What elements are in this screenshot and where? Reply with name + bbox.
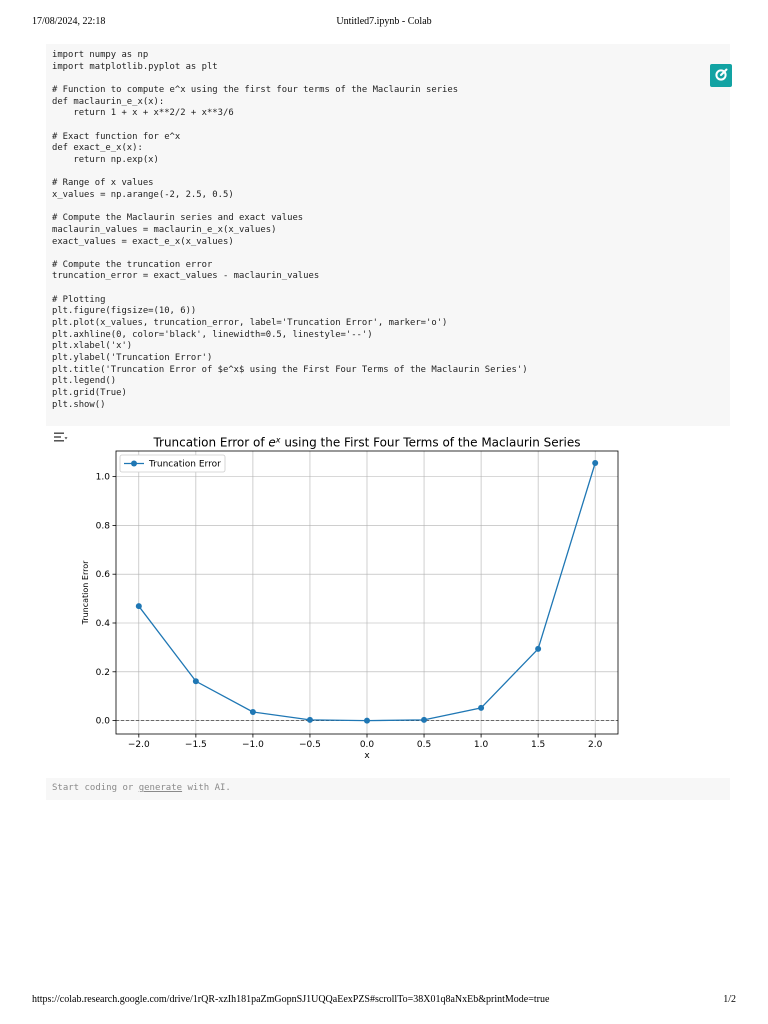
code-line: plt.axhline(0, color='black', linewidth=0.5, linestyle='--') — [52, 329, 373, 340]
y-tick-label: 0.8 — [95, 521, 110, 532]
page-number: 1/2 — [723, 994, 736, 1005]
code-line: return 1 + x + x**2/2 + x**3/6 — [52, 108, 234, 119]
code-line: plt.show() — [52, 399, 106, 410]
data-point — [193, 678, 199, 684]
code-line: # Compute the truncation error — [52, 259, 213, 270]
data-point — [307, 717, 313, 723]
code-line: # Compute the Maclaurin series and exact values — [52, 213, 304, 224]
colab-logo-icon — [714, 68, 728, 82]
chart-output — [76, 432, 636, 764]
code-cell[interactable] — [46, 44, 730, 426]
legend-label: Truncation Error — [149, 459, 221, 470]
code-line: def exact_e_x(x): — [52, 143, 143, 154]
legend — [120, 455, 225, 472]
print-footer — [32, 994, 736, 1008]
code-line: plt.title('Truncation Error of $e^x$ using the First Four Terms of the Maclaurin Series') — [52, 364, 528, 375]
x-tick-label: 2.0 — [588, 740, 603, 750]
code-line: maclaurin_values = maclaurin_e_x(x_values) — [52, 224, 277, 235]
code-line: x_values = np.arange(-2, 2.5, 0.5) — [52, 189, 234, 200]
code-line: # Function to compute e^x using the first four terms of the Maclaurin series — [52, 84, 459, 95]
x-tick-layer — [128, 734, 603, 750]
code-line: # Exact function for e^x — [52, 131, 181, 142]
empty-code-cell[interactable] — [46, 778, 730, 800]
grid-layer — [116, 451, 618, 734]
print-date: 17/08/2024, 22:18 — [32, 16, 106, 27]
code-line: plt.grid(True) — [52, 388, 127, 399]
x-tick-label: 0.0 — [359, 740, 375, 750]
code-editor[interactable] — [52, 50, 528, 411]
output-toggle-icon[interactable] — [53, 430, 68, 448]
code-line: return np.exp(x) — [52, 154, 159, 165]
chart-title: Truncation Error of $e^x$ using the First Four Terms of the Maclaurin Series — [153, 435, 581, 450]
data-point — [421, 717, 427, 723]
colab-badge-icon[interactable] — [710, 64, 732, 87]
data-point — [364, 718, 370, 724]
y-tick-label: 0.2 — [95, 667, 110, 678]
hint-suffix: with AI. — [182, 783, 231, 793]
x-tick-label: 1.5 — [530, 740, 546, 750]
y-axis-label: Truncation Error — [81, 560, 90, 625]
code-line: plt.legend() — [52, 376, 117, 387]
code-line: # Range of x values — [52, 178, 154, 189]
x-axis-label: x — [364, 751, 370, 761]
data-point — [478, 705, 484, 711]
x-tick-label: −1.5 — [184, 740, 207, 750]
code-line: plt.figure(figsize=(10, 6)) — [52, 306, 197, 317]
legend-marker — [131, 461, 137, 467]
y-tick-label: 0.6 — [95, 570, 110, 581]
print-url: https://colab.research.google.com/drive/1rQR-xzIh181paZmGopnSJ1UQQaEexPZS#scrollTo=38X01q8aNxEb&printMode=true — [32, 994, 550, 1005]
code-line: exact_values = exact_e_x(x_values) — [52, 236, 234, 247]
data-point — [535, 646, 541, 652]
x-tick-label: −2.0 — [127, 740, 150, 750]
data-point — [136, 603, 142, 609]
print-header — [32, 16, 736, 30]
code-line: plt.ylabel('Truncation Error') — [52, 353, 213, 364]
x-tick-label: 0.5 — [416, 740, 432, 750]
data-point — [592, 460, 598, 466]
generate-link[interactable]: generate — [138, 783, 183, 793]
code-line: # Plotting — [52, 294, 106, 305]
print-page-title: Untitled7.ipynb - Colab — [336, 16, 432, 27]
code-line: plt.xlabel('x') — [52, 341, 133, 352]
code-line: plt.plot(x_values, truncation_error, label='Truncation Error', marker='o') — [52, 318, 448, 329]
truncation-error-chart — [76, 432, 636, 764]
code-line: import matplotlib.pyplot as plt — [52, 61, 218, 72]
y-tick-layer — [96, 473, 116, 727]
y-tick-label: 0.4 — [95, 618, 110, 629]
code-line: def maclaurin_e_x(x): — [52, 96, 165, 107]
hint-prefix: Start coding or — [52, 783, 139, 793]
code-line: import numpy as np — [52, 50, 149, 60]
y-tick-label: 0.0 — [95, 716, 110, 727]
data-point — [250, 709, 256, 715]
empty-cell-hint — [52, 783, 231, 793]
x-tick-label: −1.0 — [241, 740, 264, 750]
code-line: truncation_error = exact_values - maclaurin_values — [52, 271, 320, 282]
x-tick-label: 1.0 — [473, 740, 489, 750]
x-tick-label: −0.5 — [299, 740, 321, 750]
y-tick-label: 1.0 — [95, 472, 110, 483]
